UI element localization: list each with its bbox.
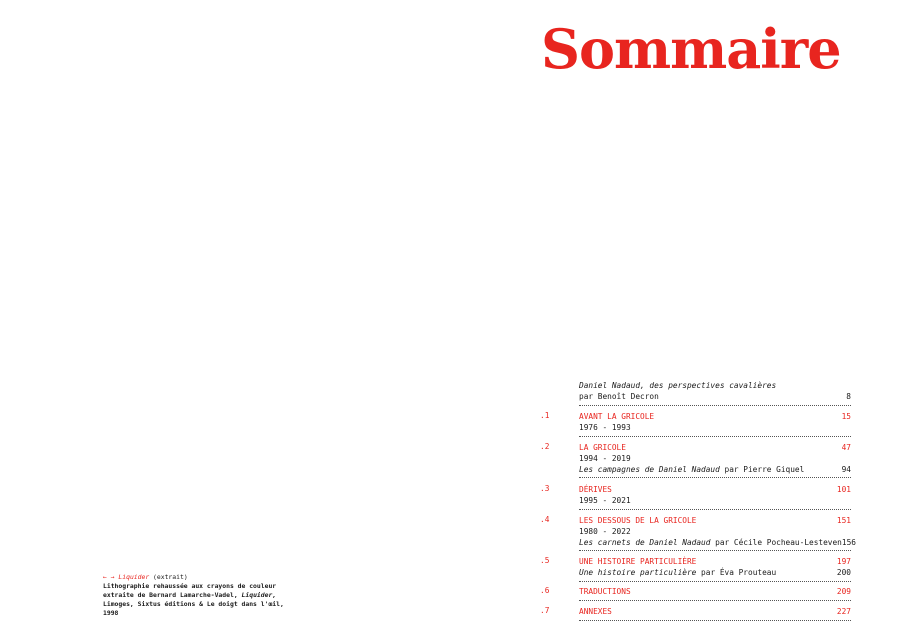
image-caption	[103, 573, 303, 618]
toc-intro-author: par Benoît Decron	[579, 392, 659, 401]
caption-line-italic: Liquider,	[241, 591, 277, 599]
toc-number: .7	[540, 606, 550, 615]
caption-line: extraite de Bernard Lamarche-Vadel,	[103, 591, 238, 599]
toc-dates: 1995 - 2021	[579, 496, 631, 505]
toc-title: UNE HISTOIRE PARTICULIÈRE	[579, 557, 697, 566]
toc-sub-page: 94	[841, 465, 851, 474]
toc-sub-title: Les carnets de Daniel Nadaud	[579, 538, 711, 547]
caption-line: Limoges, Sixtus éditions & Le doigt dans l'œil,	[103, 600, 284, 608]
toc-number: .5	[540, 556, 550, 565]
caption-line: 1998	[103, 609, 119, 617]
toc-sub-author: par Éva Prouteau	[696, 568, 777, 577]
arrow-icon: ← →	[103, 573, 115, 581]
toc-page: 151	[836, 516, 851, 525]
toc-title: AVANT LA GRICOLE	[579, 412, 655, 421]
toc-page: 47	[841, 443, 851, 452]
toc-page: 101	[836, 485, 851, 494]
toc-sub-page: 200	[836, 568, 851, 577]
toc-number: .4	[540, 515, 550, 524]
toc-intro-title: Daniel Nadaud, des perspectives cavalières	[579, 381, 777, 390]
toc-number: .1	[540, 411, 550, 420]
toc-title: ANNEXES	[579, 607, 612, 616]
toc-intro-page: 8	[846, 392, 851, 401]
toc-number: .3	[540, 484, 550, 493]
toc-page: 15	[841, 412, 851, 421]
toc-sub-title: Les campagnes de Daniel Nadaud	[579, 465, 720, 474]
caption-work-note: (extrait)	[153, 573, 188, 581]
toc-dates: 1980 - 2022	[579, 527, 631, 536]
toc-dates: 1976 - 1993	[579, 423, 631, 432]
toc-title: TRADUCTIONS	[579, 587, 631, 596]
page-title: Sommaire	[541, 17, 841, 81]
toc-sub-page: 156	[841, 538, 856, 547]
caption-work-title: Liquider	[118, 573, 150, 581]
toc-page: 227	[836, 607, 851, 616]
toc-title: DÉRIVES	[579, 485, 612, 494]
toc-number: .6	[540, 586, 550, 595]
caption-line: Lithographie rehaussée aux crayons de couleur	[103, 582, 277, 590]
toc-title: LA GRICOLE	[579, 443, 626, 452]
toc-sub-author: par Cécile Pocheau-Lesteven	[710, 538, 842, 547]
toc-sub-author: par Pierre Giquel	[719, 465, 805, 474]
toc-title: LES DESSOUS DE LA GRICOLE	[579, 516, 697, 525]
toc-sub-title: Une histoire particulière	[579, 568, 697, 577]
toc-page: 197	[836, 557, 851, 566]
toc-dates: 1994 - 2019	[579, 454, 631, 463]
toc-number: .2	[540, 442, 550, 451]
toc-page: 209	[836, 587, 851, 596]
